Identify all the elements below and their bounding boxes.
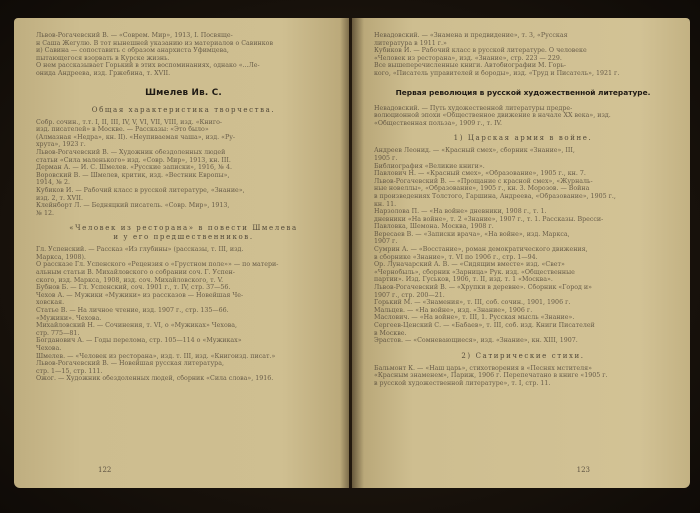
right-section-heading: Первая революция в русской художественной литературе. [395,87,651,97]
text-line: О нем рассказывает Горький в этих воспоминаниях, однако «...Ле- [36,62,260,70]
text-line: ховская. [36,299,65,307]
text-line: стр. 775—81. [36,329,80,337]
text-line: Львов-Рогачевский В. — Новейшая русская литература, [36,360,224,368]
text-line: Львов-Рогачевский В. — Художник обездоленных людей [36,148,226,156]
text-line: статьи «Сила маленького» изд. «Совр. Мир», 1913, кн. III. [36,156,231,164]
text-line: Горький М. — «Знамения», т. III, соб. сочин., 1901, 1906 г. [374,299,571,307]
text-line: Ожог. — Художник обездоленных людей, сборник «Сила слова», 1916. [36,375,274,383]
text-line: Львов-Рогачевский В. — «Соврем. Мир», 1913, I. Посвяще- [36,32,233,39]
right-subheading-2: 2) Сатирические стихи. [461,351,585,360]
text-line: литература в 1911 г.» [374,39,447,47]
text-line: Кубиков И. — Рабочий класс в русской литературе. О человеке [374,47,587,55]
right-subheading-1: 1) Царская армия в войне. [453,134,593,143]
text-line: «Мужики». Чехова. [36,314,102,322]
text-line: Вересаев В. — «Записки врача», «На войне», изд. Маркса, [374,230,570,238]
text-line: Невадовский. — Путь художественной литературы предре- [374,104,573,112]
text-line: онида Андреева, изд. Гржебина, т. XVII. [36,69,171,77]
text-line: хрута», 1923 г. [36,141,86,149]
left-page-number: 122 [98,466,112,474]
left-page-content [36,32,331,478]
text-line: Павлович Н. — «Красный смех», «Образование», 1905 г., кн. 7. [374,170,586,178]
text-line: Клейнборт Л. — Бедняцкий писатель. «Совр. Мир», 1913, [36,202,230,210]
text-line: Ор. Луначарский А. В. — «Сидящим вместе» изд. «Свет» [374,261,565,269]
text-line: Статье В. — На личное чтение, изд. 1907 г., стр. 135—66. [36,307,229,315]
text-line: изд. писателей» в Москве. — Рассказы: «Это было» [36,126,209,134]
right-block-3 [374,365,672,388]
right-page-content [374,32,672,478]
text-line: «Чернобыль», сборник «Зарница» Рук. изд. «Общественные [374,268,575,276]
text-line: О рассказе Гл. Успенского «Рецензия о «Грустном поле»» — по матери- [36,261,279,269]
text-line: Гл. Успенский. — Рассказ «Из глубины» (рассказы, т. III, изд. [36,246,244,254]
text-line: волюционной эпохи «Общественное движение в начале ХХ века», изд. [374,112,611,120]
text-line: «Человек из ресторана», изд. «Знание», стр. 223 — 229. [374,54,562,62]
text-line: ные новеллы», «Образование», 1905 г., кн. 3. Морозов. — Война [374,185,590,193]
right-top-lines [374,32,672,78]
text-line: Собр. сочин., т.т. I, II, III, IV, V, VI, VII, VIII, изд. «Книго- [36,118,223,126]
text-line: ского, изд. Маркса, 1908, изд. соч. Михайловского, т. V. [36,276,224,284]
text-line: Андреев Леонид. — «Красный смех», сборник «Знание», III, [374,147,575,155]
text-line: 1914, № 2. [36,179,70,187]
text-line: «Общественная польза», 1909 г., т. IV. [374,119,503,127]
text-line: Все вышеперечисленные книги. Автобиографии М. Горь- [374,62,567,70]
text-line: Сумрин А. — «Восстание», роман демократического движения, [374,246,588,254]
text-line: в Москве. [374,329,407,337]
text-line: партии». Изд. Гуськов, 1906, т. II, изд. т. 1 «Москва». [374,276,553,284]
text-line: Невадовский. — «Знамена и предвидение», т. 3, «Русская [374,32,568,39]
text-line: н Саша Жегулю. В тот нынешней указанию из материалов о Савинков [36,39,274,47]
text-line: в русской художественной литературе», т. I, стр. 11. [374,379,551,387]
right-page-number: 123 [576,466,590,474]
text-line: (Алмазная «Недра», кн. II). «Неупиваемая чаша», изд. «Ру- [36,133,236,141]
text-line: в произведениях Толстого, Гаршина, Андреева, «Образование», 1905 г., [374,192,616,200]
text-line: дневники «На войне», т. 2 «Знание», 1907 г., т. 1. Рассказы. Вресси- [374,215,604,223]
text-line: Маркса, 1908). [36,253,86,261]
left-page [14,18,349,488]
text-line: 1907 г., стр. 200—21. [374,291,445,299]
left-block-2 [36,246,331,383]
text-line: Львов-Рогачевский В. — «Хрупки в деревне». Сборник «Город и» [374,284,592,292]
text-line: Дерман А. — И. С. Шмелев. «Русские записки», 1916, № 4. [36,164,232,172]
left-subheading-1: Общая характеристика творчества. [91,105,276,114]
text-line: Эрастов. — «Сомневающиеся», изд. «Знание», кн. XIII, 1907. [374,337,578,345]
text-line: кого, «Писатель управителей и бороды», изд. «Труд и Писатель», 1921 г. [374,69,620,77]
left-subheading-2: «Человек из ресторана» в повести Шмелева [69,224,298,233]
text-line: и) Савина — сопоставить с образом анархиста Уфимцева, [36,47,229,55]
right-page [352,18,690,488]
text-line: «Красным знаменем», Париж, 1906 г. Перепечатано в книге «1905 г. [374,372,608,380]
text-line: альным статьи В. Михайловского о собрании соч. Г. Успен- [36,269,235,277]
right-block-2 [374,147,672,344]
text-line: Сергеев-Ценский С. — «Бабаев», т. III, соб. изд. Книги Писателей [374,322,595,329]
text-line: Воровский В. — Шмелев, критик, изд. «Вестник Европы», [36,171,230,179]
left-subheading-2b: и у его предшественников. [113,233,254,242]
text-line: 1905 г. [374,154,398,162]
text-line: Библиография «Великие книги». [374,162,485,170]
left-section-heading: Шмелев Ив. С. [145,87,222,98]
text-line: Нарзолова П. — «На войне» дневники, 1908 г., т. 1. [374,208,547,216]
text-line: Львов-Рогачевский В. — «Прощание с красной смех», «Журналь- [374,177,593,185]
text-line: Мальцев. — «На войне», изд. «Знание», 1906 г. [374,306,533,314]
text-line: Чехова. [36,345,62,352]
text-line: № 12. [36,209,54,217]
text-line: Бубнов Б. — Гл. Успенский, соч. 1901 г., т. IV, стр. 37—56. [36,284,231,292]
text-line: стр. 1—15, стр. 111. [36,367,103,375]
text-line: кн. 11. [374,200,397,208]
text-line: Богданович А. — Годы перелома, стр. 105—114 о «Мужиках» [36,337,242,345]
text-line: пытающегося взорвать в Курске жизнь. [36,54,170,62]
text-line: Шмелев. — «Человек из ресторана», изд. т. III, изд. «Книгоизд. писат.» [36,352,276,360]
left-block-1 [36,119,331,218]
text-line: Павловка, Шемона. Москва, 1908 г. [374,223,494,231]
left-top-lines [36,32,331,78]
text-line: в сборнике «Знание», т. VI по 1906 г., стр. 1—94. [374,253,538,261]
text-line: Чехов А. — Мужики «Мужики» из рассказов — Новейшая Че- [36,291,244,299]
right-block-1 [374,105,672,128]
text-line: Маслович. — «На войне», т. III, 1. Русская мысль «Знание». [374,314,575,322]
text-line: Бальмонт К. — «Наш царь», стихотворения в «Песнях мстителя» [374,364,592,372]
text-line: 1907 г. [374,238,398,246]
text-line: Михайловский Н. — Сочинения, т. VI, о «Мужиках» Чехова, [36,322,238,330]
text-line: изд. 2, т. XVII. [36,194,84,202]
text-line: Кубиков И. — Рабочий класс в русской литературе, «Знание», [36,186,245,194]
